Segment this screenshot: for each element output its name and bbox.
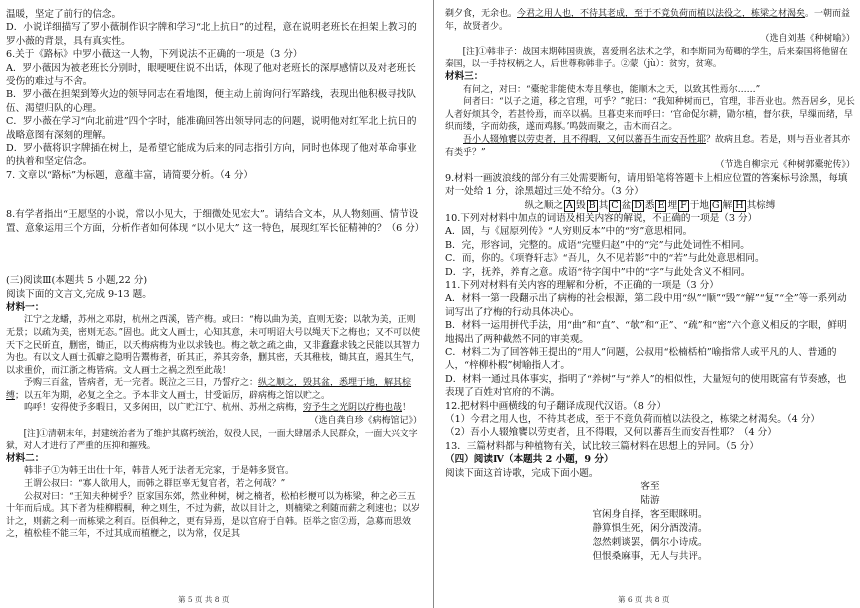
material-1-source: （选自龚自珍《病梅馆记》） xyxy=(309,416,422,427)
q11-option-c: C．材料二为了回答韩王提出的“用人”问题，公叔用“松楠栝柏”喻指常人或平凡的人、普通的人，“梓柳朴椵”树喻指人才。 xyxy=(445,347,837,372)
question-13: 13．三篇材料都与种植物有关，试比较三篇材料在思想上的异同。（5 分） xyxy=(445,440,759,452)
question-10-stem: 10.下列对材料中加点的词语及相关内容的解说，不正确的一项是（3 分） xyxy=(445,212,758,224)
poem-title: 客至 xyxy=(640,481,660,493)
left-page xyxy=(6,8,425,541)
break-mark-a[interactable]: A xyxy=(566,199,573,211)
page-divider xyxy=(433,0,434,608)
q10-option-b: B．完，形容词，完整的。成语“完璧归赵”中的“完”与此处词性不相同。 xyxy=(445,239,750,251)
material-1-para-3: 呜呼！安得使予多暇日，又多闲田，以广贮江宁、杭州、苏州之病梅，穷予生之光阴以疗梅也哉！ xyxy=(24,403,412,414)
break-mark-e[interactable]: E xyxy=(657,199,665,211)
break-mark-h[interactable]: H xyxy=(735,199,744,211)
break-mark-g[interactable]: G xyxy=(711,199,720,211)
underlined-text: 穷予生之光阴以疗梅也哉 xyxy=(303,403,403,414)
material-2-continued: 剃夕食，无余也。今君之用人也，不待其老成，至于不竟负荷而植以法役之，栋梁之材渴矣。一朝而益年，故贤者少。 xyxy=(445,9,851,32)
material-2-para-1: 韩非子①为韩王出仕十年，韩昔人死于法者无完家，于是韩多贤官。 xyxy=(24,466,295,477)
section-3-intro: 阅读下面的文言文,完成 9-13 题。 xyxy=(6,288,152,300)
underlined-text: 今君之用人也，不待其老成，至于不竟负荷而植以法役之，栋梁之材渴矣 xyxy=(517,9,806,19)
question-6-stem: 6.关于《路标》中罗小薇这一人物，下列说法不正确的一项是（3 分） xyxy=(6,49,303,61)
material-2-para-2: 王谓公叔曰：“寡人欲用人，而韩之群臣辜无复官者，若之何哉？” xyxy=(24,479,286,490)
poem-author: 陆游 xyxy=(640,495,660,507)
q9-sentence: 纵之顺之 A 毁 B 其 C 盆 D 悉 E 埋 F 于地 G 解 H 其棕缚 xyxy=(524,199,776,211)
material-3-source: （节选自柳宗元《种树郭橐驼传》） xyxy=(715,160,855,171)
break-mark-d[interactable]: D xyxy=(634,199,642,211)
material-3-para-1: 有问之，对曰：“橐驼非能使木寿且孳也，能顺木之天，以致其性焉尔……” xyxy=(463,84,761,95)
material-3-title: 材料三： xyxy=(445,71,484,83)
q10-option-c: C．而，你的。《项脊轩志》“吾儿，久不见若影”中的“若”与此处意思相同。 xyxy=(445,253,765,265)
q10-option-a: A．固，与《屈原列传》“人穷则反本”中的“穷”意思相同。 xyxy=(445,226,693,238)
section-4-heading: （四）阅读Ⅳ（本题共 2 小题，9 分） xyxy=(445,454,614,466)
question-11-stem: 11.下列对材料有关内容的理解和分析，不正确的一项是（3 分） xyxy=(445,280,719,291)
wavy-line-text: 纵之顺之，毁其盆，悉埋于地，解其棕缚 xyxy=(6,378,412,401)
page-number-right: 第 6 页 共 8 页 xyxy=(618,595,670,604)
material-3-para-2: 问者曰：“以子之道，移之官理，可乎？”驼曰：“我知种树而已，官理，非吾业也。然吾居乡，见长人者好烦其令，若甚怜焉，而卒以祸。旦暮吏来而呼曰：‘官命促尔耕，勖尔植，督尔获，早缫而绪，早织而缕，字而幼孩，遂而鸡豚。’鸣鼓而聚之，击木而召之。 xyxy=(445,97,855,133)
poem-line: 官闲身自择，客至眼眯明。 xyxy=(592,509,708,521)
poem-line: 但恨桑麻事，无人与共评。 xyxy=(592,551,708,563)
q10-option-d: D．字，抚养，养育之意。成语“待字闺中”中的“字”与此处含义不相同。 xyxy=(445,266,751,278)
q6-option-d: D．罗小薇将识字牌插在树上，是希望它能成为后来的同志指引方向，同时也体现了他对革命事业的执着和坚定信念。 xyxy=(6,143,417,168)
material-2-para-3: 公叔对曰：“王知夫种树乎？臣家国东郊，然业种树，树之楠者，松柏杉楩可以为栋梁，种之必三五十年而后成。其下者为桂柳椵桐，种之则生，不过为薪，故以目计之，则楠梁之利随而薪之利速也；以岁计之，则薪之利一而栋梁之利百。臣俱种之，更有异焉，是以官府于自韩。臣举之宦②焉，急募而思效之，植松桂不能三年，不过其成而植楩之，以为常，仅足其 xyxy=(6,491,421,540)
page-number-left: 第 5 页 共 8 页 xyxy=(178,595,230,604)
break-mark-b[interactable]: B xyxy=(588,199,596,211)
question-12-stem: 12.把材料中画横线的句子翻译成现代汉语。（8 分） xyxy=(445,400,667,412)
q6-option-a: A．罗小薇因为被老班长分别时，眼哽哽住说不出话，体现了他对老班长的深厚感情以及对老班长受伤的难过与不舍。 xyxy=(6,62,416,88)
q11-option-a: A．材料一第一段翻示出了病梅的社会根源，第二段中用“纵”“顺”“毁”“解”“复”“全”等一系列动词写出了疗梅的行动具体决心。 xyxy=(445,293,847,318)
break-mark-c[interactable]: C xyxy=(611,199,619,211)
section-3-heading: (三)阅读Ⅲ(本题共 5 小题,22 分) xyxy=(6,275,148,287)
material-2-source: （选自刘基《种树喻》） xyxy=(760,34,855,45)
section-4-intro: 阅读下面这首诗歌，完成下面小题。 xyxy=(445,467,599,479)
material-2-title: 材料二： xyxy=(6,453,45,465)
underlined-text: 吾小人辍飧饔以劳吏者，且不得暇，又何以蕃吾生而安吾性耶 xyxy=(463,134,707,145)
break-mark-f[interactable]: F xyxy=(680,199,687,211)
q6-option-b: B．罗小薇在担架到筹火边的领导同志在看地图，便主动上前询问行军路线，表现出他积极寻找队伍、渴望归队的心理。 xyxy=(6,89,416,114)
material-1-para-1: 江宁之龙蟠，苏州之邓尉，杭州之西溪，皆产梅。或曰：“梅以曲为美，直则无姿；以欹为美，正则无景；以疏为美，密则无态。”固也。此文人画士，心知其意，未可明诏大号以绳天下之梅也；又不可以使天下之民斫直，删密，锄正，以夭梅病梅为业以求钱也。梅之欹之疏之曲，又非蠢蠢求钱之民能以其智力为也。有以文人画士孤癖之隐明告鬻梅者，斫其正，养其旁条，删其密，夭其稚枝，锄其直，遏其生气，以求重价，而江浙之梅皆病。文人画士之祸之烈至此哉！ xyxy=(6,315,421,376)
question-7: 7. 文章以“路标”为标题，意蕴丰富，请简要分析。（4 分） xyxy=(6,169,254,181)
poem-line: 静算惧生死，闲分酒泼清。 xyxy=(592,523,708,535)
poem-line: 忽然刺谈罢，偶尔小诗成。 xyxy=(592,537,708,549)
material-1-title: 材料一： xyxy=(6,301,45,313)
material-2-note: [注]①韩非子：战国末期韩国贵族，喜爱刑名法术之学，和李斯同为荀卿的学生，后来秦国将他留在秦国，以一手持权柄之人，后世尊称韩非子。②蒙（jù）：贫穷，贫寒。 xyxy=(445,46,848,69)
right-page xyxy=(445,8,855,564)
material-3-para-3: 吾小人辍飧饔以劳吏者，且不得暇，又何以蕃吾生而安吾性耶？故病且怠。若是，则与吾业者其亦有类乎？” xyxy=(445,134,851,158)
q11-option-d: D．材料一通过具体事实，指明了“养树”与“养人”的相似性，大量短句的使用既富有节奏感，也表现了百姓对官府的不满。 xyxy=(445,373,847,399)
q11-option-b: B．材料一运用拼代手法，用“曲”和“直”、“欹”和“正”、“疏”和“密”六个意义相反的字眼，鲜明地揭出了两种截然不同的审美观。 xyxy=(445,320,847,345)
text-line: 温暖，坚定了前行的信念。 xyxy=(6,9,122,20)
question-9-stem: 9.材料一画波浪线的部分有三处需要断句，请用铅笔将答题卡上相应位置的答案标号涂黑，每填对一处给 1 分，涂黑超过三处不给分。（3 分） xyxy=(445,172,848,198)
q12-part-1: （1）今君之用人也，不待其老成，至于不竟负荷而植以法役之，栋梁之材渴矣。（4 分） xyxy=(445,414,821,426)
material-1-note: [注]①清朝末年，封建统治者为了维护其腐朽统治，奴役人民，一面大肆屠杀人民群众，一面大兴文字狱，对人才进行了严重的压抑和摧残。 xyxy=(6,428,418,451)
q12-part-2: （2）吾小人辍飧饔以劳吏者，且不得暇，又何以蕃吾生而安吾性耶？（4 分） xyxy=(445,427,777,439)
q6-option-c: C．罗小薇在学习“向北前进”四个字时，能准确回答出领导同志的问题，说明他对红军北上抗日的战略意图有深刻的理解。 xyxy=(6,116,417,141)
question-8: 8.有学者指出“王愿坚的小说，常以小见大，于细微处见宏大”。请结合文本，从人物刻画、情节设置、意象运用三个方面，分析作者如何体现 “以小见大” 这一特色，展现红军长征精神的？（6 分） xyxy=(6,209,425,234)
material-1-para-2: 予购三百盆，皆病者，无一完者。既泣之三日，乃誓疗之：纵之顺之，毁其盆，悉埋于地，解其棕缚；以五年为期，必复之全之。予本非文人画士，甘受诟厉，辟病梅之馆以贮之。 xyxy=(6,378,412,401)
text-line: D．小说详细描写了罗小薇制作识字牌和学习“北上抗日”的过程，意在说明老班长在担架上教习的罗小薇的背景，具有真实性。 xyxy=(6,22,417,47)
